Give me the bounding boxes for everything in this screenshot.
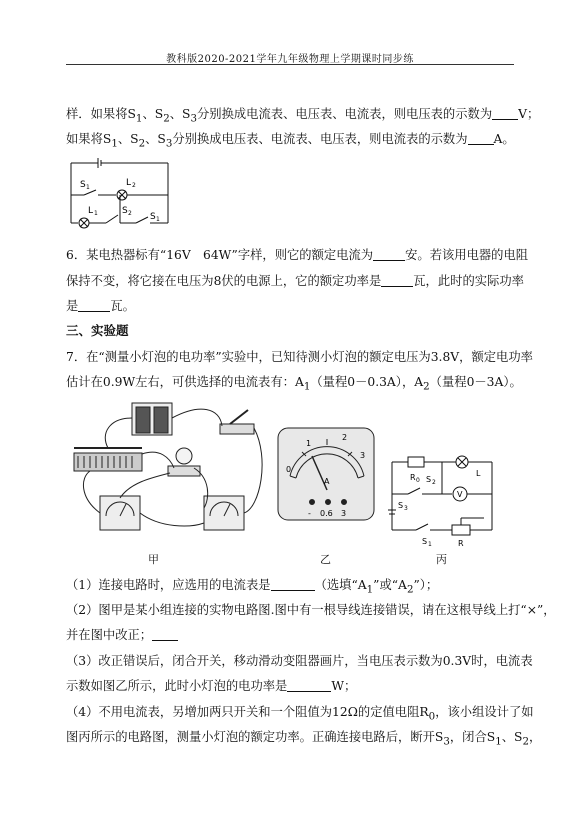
svg-text:V: V [457,490,463,499]
svg-text:3: 3 [404,505,408,512]
svg-text:L: L [126,178,132,188]
q5-line2: 如果将$S_1$、$S_2$、$S_3$分别换成电压表、电流表、电压表，则电流表的示数为 A。 [66,132,515,150]
svg-text:2: 2 [128,210,132,217]
svg-text:S: S [426,475,432,484]
svg-text:1: 1 [428,541,432,548]
svg-text:2: 2 [342,433,348,442]
svg-text:1: 1 [156,216,160,223]
answer-blank[interactable] [152,627,178,641]
svg-text:2: 2 [432,479,436,486]
q7-part2-line1: （2）图甲是某小组连接的实物电路图.图中有一根导线连接错误，请在这根导线上打“×”， [66,603,556,617]
svg-text:L: L [88,206,94,216]
svg-text:0.6: 0.6 [320,509,333,518]
fig-yi-ammeter [272,418,382,528]
svg-text:R: R [458,539,464,548]
q7-part4-line2: 图丙所示的电路图，测量小灯泡的额定功率。正确连接电路后，断开$S_3$，闭合$S_1$、$S_2$， [66,730,542,748]
fig-label-jia: 甲 [148,553,159,566]
svg-text:1: 1 [86,184,90,191]
svg-text:3: 3 [341,509,347,518]
svg-text:S: S [398,501,404,510]
svg-text:L: L [476,469,481,478]
svg-text:S: S [422,537,428,546]
answer-blank[interactable] [78,298,110,312]
svg-text:S: S [122,206,128,216]
q7-part2-line2: 并在图中改正； [66,626,178,644]
answer-blank[interactable] [373,247,405,261]
q7-line1: 7．在“测量小灯泡的电功率”实验中，已知待测小灯泡的额定电压为3.8V，额定电功率 [66,350,533,364]
answer-blank[interactable] [381,273,413,287]
svg-text:0: 0 [416,477,420,484]
q7-line2: 估计在0.9W左右，可供选择的电流表有：$A_1$（量程0－0.3A），$A_2$（量程0－3A）。 [66,375,522,393]
fig-label-bing: 丙 [436,553,447,566]
q5-circuit-diagram [66,155,176,235]
svg-text:1: 1 [306,439,312,448]
svg-text:2: 2 [132,182,136,189]
q6-line3: 是 瓦。 [66,299,135,313]
svg-text:-: - [308,509,311,518]
answer-blank[interactable] [468,131,494,145]
svg-text:A: A [324,477,330,486]
q6-line2: 保持不变，将它接在电压为8伏的电源上，它的额定功率是 瓦，此时的实际功率 [66,274,524,288]
section-title: 三、实验题 [66,323,129,338]
header-rule [66,64,514,65]
page-header: 教科版2020-2021学年九年级物理上学期课时同步练 [166,54,414,65]
svg-text:R: R [410,473,416,482]
answer-blank[interactable] [271,577,315,591]
svg-text:3: 3 [360,451,366,460]
fig-bing-circuit [388,452,500,548]
svg-text:0: 0 [286,465,292,474]
answer-blank[interactable] [287,678,331,692]
q7-part3-line2: 示数如图乙所示，此时小灯泡的电功率是 W； [66,679,357,693]
svg-text:1: 1 [94,210,98,217]
svg-text:S: S [150,212,156,222]
answer-blank[interactable] [492,106,518,120]
q6-line1: 6．某电热器标有“16V 64W”字样，则它的额定电流为 安。若该用电器的电阻 [66,248,529,262]
q7-part4-line1: （4）不用电流表，另增加两只开关和一个阻值为12Ω的定值电阻$R_0$，该小组设计了如 [66,705,534,723]
q7-part3-line1: （3）改正错误后，闭合开关，移动滑动变阻器画片，当电压表示数为0.3V时，电流表 [66,654,533,668]
fig-jia-physical-circuit [70,398,270,548]
q5-line1: 样．如果将$S_1$、$S_2$、$S_3$分别换成电流表、电压表、电流表，则电压表的示数为 V； [66,107,540,125]
q7-part1: （1）连接电路时，应选用的电流表是 （选填“$A_1$”或“$A_2$”）； [66,578,439,596]
svg-text:S: S [80,180,86,190]
fig-label-yi: 乙 [320,553,331,566]
